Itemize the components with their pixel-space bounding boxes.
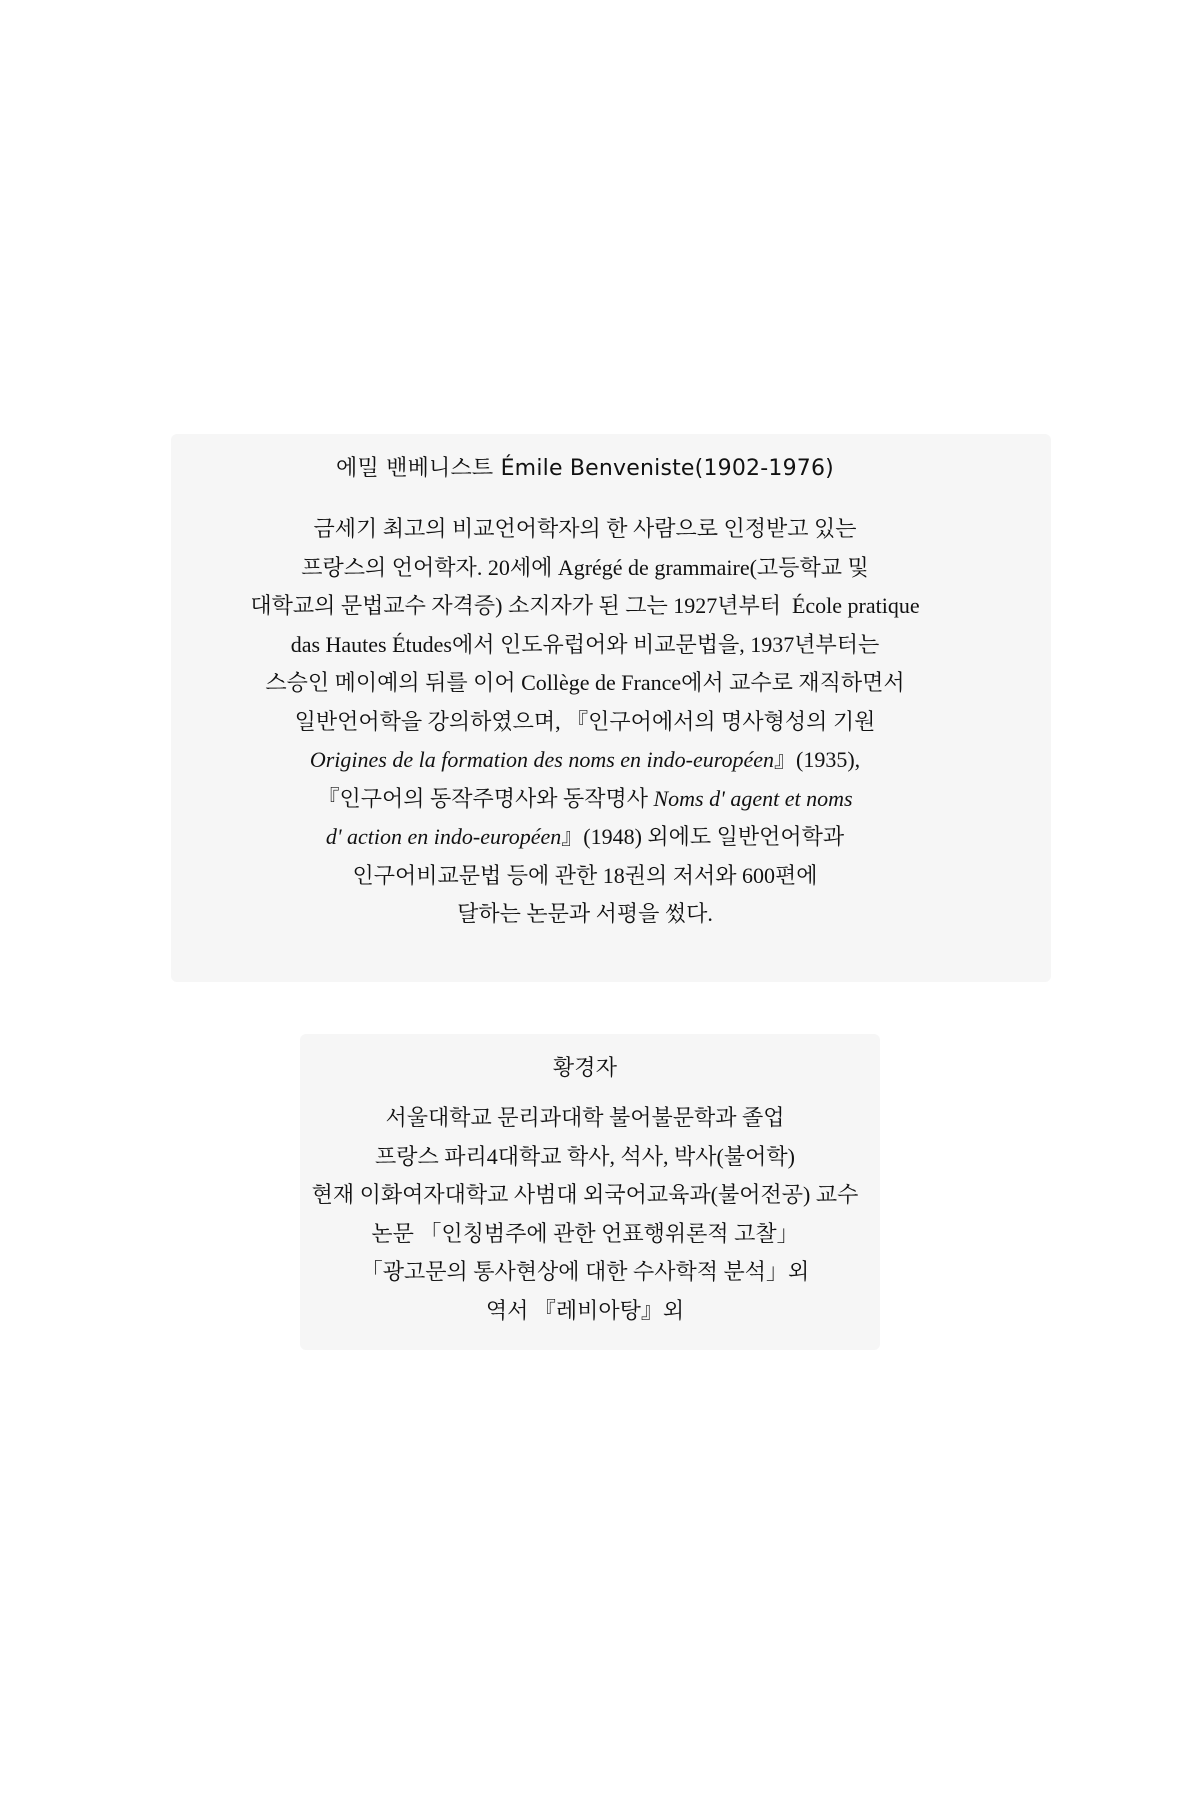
bio-line (120, 780, 1050, 819)
book-title-italic: Noms d' agent et noms (653, 785, 853, 811)
bio-text: 인구어비교문법 등에 관한 18권의 저서와 600편에 (352, 862, 818, 888)
bio-text: 『인구어의 동작주명사와 동작명사 (317, 785, 654, 811)
translator-line: 프랑스 파리4대학교 학사, 석사, 박사(불어학) (375, 1143, 795, 1169)
translator-line: 「광고문의 통사현상에 대한 수사학적 분석」외 (360, 1259, 810, 1284)
bio-text: 』(1948) 외에도 일반언어학과 (561, 824, 845, 849)
author-biography-text (120, 510, 1050, 934)
bio-text: 달하는 논문과 서평을 썼다. (457, 901, 713, 926)
bio-text: 금세기 최고의 비교언어학자의 한 사람으로 인정받고 있는 (313, 516, 857, 541)
bio-text: 프랑스의 언어학자. 20세에 Agrégé de grammaire(고등학교 및 (301, 554, 869, 580)
bio-line (120, 703, 1050, 742)
bio-text: 스승인 메이예의 뒤를 이어 Collège de France에서 교수로 재직하면서 (265, 670, 905, 695)
bio-line (120, 818, 1050, 857)
book-title-italic: Origines de la formation des noms en indo-européen (309, 747, 775, 772)
bio-line (120, 587, 1050, 626)
bio-line (120, 549, 1050, 588)
bio-text: 』(1935), (774, 747, 861, 772)
bio-line (120, 510, 1050, 549)
author-name-heading: 에밀 밴베니스트 Émile Benveniste(1902-1976) (336, 456, 834, 481)
translator-name-heading: 황경자 (552, 1056, 618, 1081)
bio-text: 일반언어학을 강의하였으며, 『인구어에서의 명사형성의 기원 (294, 708, 876, 734)
bio-line (120, 626, 1050, 665)
translator-line: 역서 『레비아탕』외 (485, 1297, 685, 1323)
bio-text: das Hautes Études에서 인도유럽어와 비교문법을, 1937년부터는 (290, 631, 880, 657)
translator-line: 현재 이화여자대학교 사범대 외국어교육과(불어전공) 교수 (311, 1182, 859, 1207)
bio-text: 대학교의 문법교수 자격증) 소지자가 된 그는 1927년부터 École pratique (250, 593, 920, 618)
bio-line (120, 857, 1050, 896)
book-title-italic: d' action en indo-européen (325, 824, 562, 849)
translator-biography-text (120, 1099, 1050, 1330)
bio-line (120, 895, 1050, 934)
bio-line (120, 664, 1050, 703)
translator-line: 논문 「인칭범주에 관한 언표행위론적 고찰」 (371, 1220, 799, 1246)
bio-line (120, 741, 1050, 780)
translator-line: 서울대학교 문리과대학 불어불문학과 졸업 (385, 1105, 785, 1130)
